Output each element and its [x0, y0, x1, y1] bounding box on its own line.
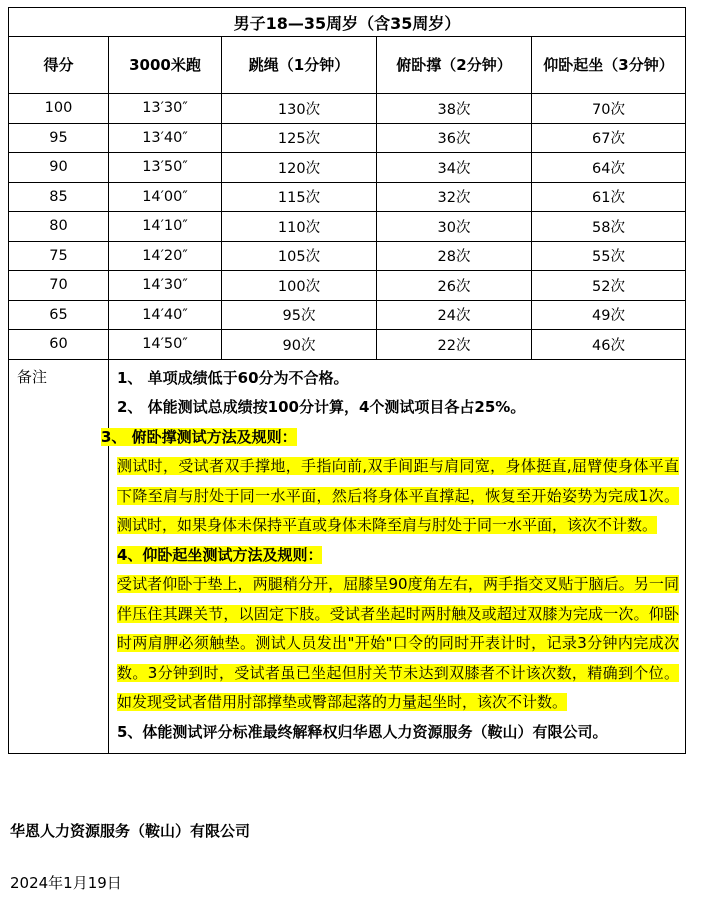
note-item-3-title-wrap	[101, 423, 679, 453]
note-item-5: 5、体能测试评分标准最终解释权归华恩人力资源服务（鞍山）有限公司。	[117, 722, 608, 741]
cell-3000m: 14′00″	[109, 182, 222, 212]
note-item-1: 1、 单项成绩低于60分为不合格。	[117, 368, 349, 387]
table-row	[9, 153, 686, 183]
cell-score: 60	[9, 330, 109, 360]
cell-rope: 130次	[222, 94, 377, 124]
cell-rope: 90次	[222, 330, 377, 360]
cell-3000m: 13′30″	[109, 94, 222, 124]
note-item-3-title: 3、 俯卧撑测试方法及规则：	[101, 427, 297, 446]
table-title: 男子18—35周岁（含35周岁）	[9, 8, 686, 37]
table-header-row	[9, 37, 686, 94]
cell-3000m: 14′20″	[109, 241, 222, 271]
cell-score: 90	[9, 153, 109, 183]
notes-label: 备注	[9, 359, 109, 754]
cell-score: 80	[9, 212, 109, 242]
cell-pushup: 22次	[377, 330, 532, 360]
cell-3000m: 13′40″	[109, 123, 222, 153]
table-row	[9, 330, 686, 360]
cell-3000m: 14′40″	[109, 300, 222, 330]
table-row	[9, 94, 686, 124]
footer-company: 华恩人力资源服务（鞍山）有限公司	[10, 822, 251, 840]
cell-pushup: 34次	[377, 153, 532, 183]
cell-pushup: 36次	[377, 123, 532, 153]
header-pushup: 俯卧撑（2分钟）	[377, 37, 532, 94]
note-item-2: 2、 体能测试总成绩按100分计算，4个测试项目各占25%。	[117, 398, 526, 416]
cell-3000m: 13′50″	[109, 153, 222, 183]
cell-situp: 52次	[532, 271, 686, 301]
cell-score: 75	[9, 241, 109, 271]
cell-score: 65	[9, 300, 109, 330]
cell-pushup: 26次	[377, 271, 532, 301]
cell-rope: 95次	[222, 300, 377, 330]
cell-score: 70	[9, 271, 109, 301]
header-score: 得分	[9, 37, 109, 94]
table-title-row	[9, 8, 686, 37]
cell-situp: 67次	[532, 123, 686, 153]
cell-score: 85	[9, 182, 109, 212]
cell-3000m: 14′50″	[109, 330, 222, 360]
note-item-3-text-wrap	[117, 452, 679, 541]
cell-situp: 46次	[532, 330, 686, 360]
table-row	[9, 212, 686, 242]
note-item-3-text: 测试时，受试者双手撑地，手指向前,双手间距与肩同宽，身体挺直,屈臂使身体平直下降至肩与肘处于同一水平面，然后将身体平直撑起，恢复至开始姿势为完成1次。测试时，如果身体未保持平直或身体未降至肩与肘处于同一水平面，该次不计数。	[117, 457, 679, 534]
note-item-4-title: 4、仰卧起坐测试方法及规则：	[117, 545, 323, 564]
cell-situp: 64次	[532, 153, 686, 183]
note-item-4-text-wrap	[117, 570, 679, 718]
cell-rope: 125次	[222, 123, 377, 153]
standards-table	[8, 7, 686, 754]
cell-rope: 120次	[222, 153, 377, 183]
note-item-4-title-wrap	[117, 541, 679, 571]
notes-row	[9, 359, 686, 754]
table-row	[9, 241, 686, 271]
table-row	[9, 271, 686, 301]
cell-pushup: 38次	[377, 94, 532, 124]
notes-body	[101, 359, 686, 754]
cell-rope: 110次	[222, 212, 377, 242]
table-row	[9, 182, 686, 212]
cell-pushup: 24次	[377, 300, 532, 330]
cell-situp: 55次	[532, 241, 686, 271]
cell-situp: 70次	[532, 94, 686, 124]
cell-situp: 58次	[532, 212, 686, 242]
cell-pushup: 30次	[377, 212, 532, 242]
cell-score: 100	[9, 94, 109, 124]
header-situp: 仰卧起坐（3分钟）	[532, 37, 686, 94]
cell-pushup: 32次	[377, 182, 532, 212]
cell-rope: 100次	[222, 271, 377, 301]
table-row	[9, 123, 686, 153]
table-row	[9, 300, 686, 330]
cell-situp: 61次	[532, 182, 686, 212]
header-3000m: 3000米跑	[109, 37, 222, 94]
cell-pushup: 28次	[377, 241, 532, 271]
footer-date: 2024年1月19日	[10, 874, 122, 892]
cell-rope: 115次	[222, 182, 377, 212]
cell-situp: 49次	[532, 300, 686, 330]
cell-score: 95	[9, 123, 109, 153]
cell-3000m: 14′30″	[109, 271, 222, 301]
cell-3000m: 14′10″	[109, 212, 222, 242]
note-item-4-text: 受试者仰卧于垫上，两腿稍分开，屈膝呈90度角左右，两手指交叉贴于脑后。另一同伴压住其踝关节，以固定下肢。受试者坐起时两肘触及或超过双膝为完成一次。仰卧时两肩胛必须触垫。测试人员发出"开始"口令的同时开表计时，记录3分钟内完成次数。3分钟到时，受试者虽已坐起但肘关节未达到双膝者不计该次数，精确到个位。如发现受试者借用肘部撑垫或臀部起落的力量起坐时，该次不计数。	[117, 575, 679, 711]
cell-rope: 105次	[222, 241, 377, 271]
header-rope: 跳绳（1分钟）	[222, 37, 377, 94]
